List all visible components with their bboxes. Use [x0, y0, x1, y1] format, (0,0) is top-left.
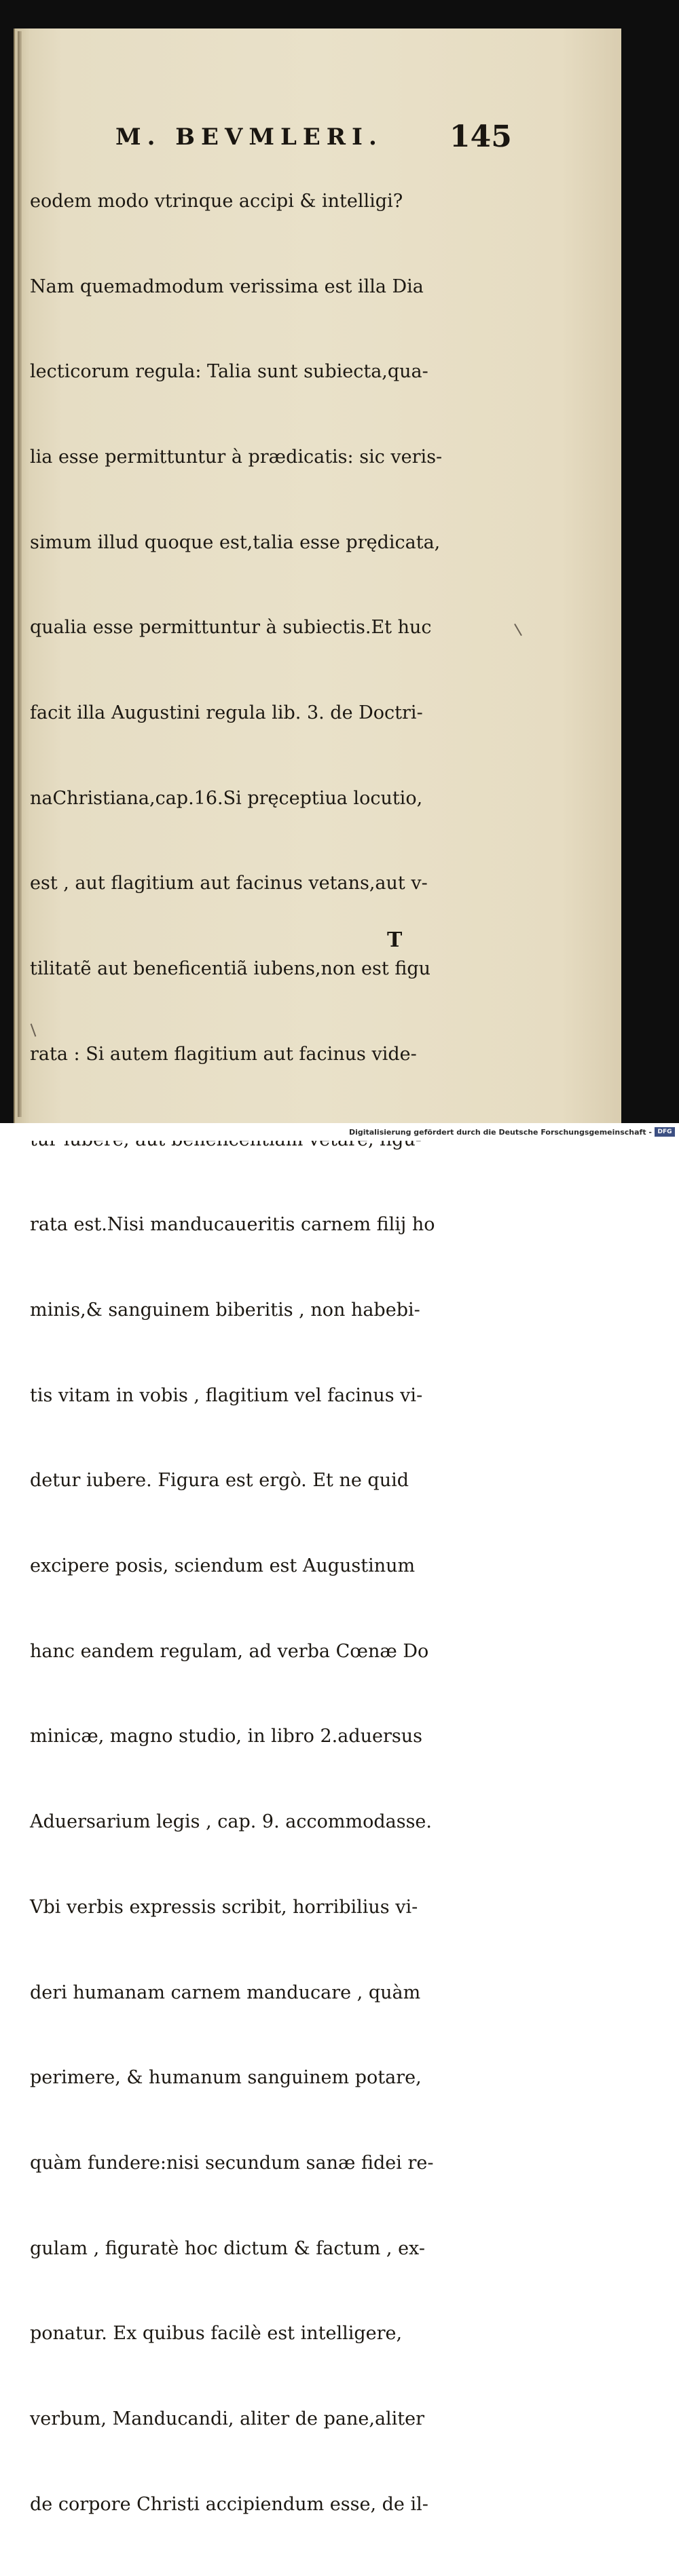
funding-credit: Digitalisierung gefördert durch die Deutsche Forschungsgemeinschaft -	[348, 1128, 652, 1137]
text-line: lecticorum regula: Talia sunt subiecta,qua-	[30, 361, 428, 383]
text-line: est , aut flagitium aut facinus vetans,aut v-	[30, 873, 428, 894]
text-line: qualia esse permittuntur à subiectis.Et huc	[30, 617, 432, 639]
signature-mark: T	[387, 928, 403, 952]
text-line: facit illa Augustini regula lib. 3. de Doctri-	[30, 702, 423, 724]
dfg-logo-icon: DFG	[655, 1127, 675, 1137]
text-line: ponatur. Ex quibus facilè est intelligere,	[30, 2323, 403, 2345]
text-line: perimere, & humanum sanguinem potare,	[30, 2067, 422, 2089]
text-line: tilitatẽ aut beneficentiã iubens,non est figu	[30, 958, 431, 980]
page-gutter-shadow	[18, 31, 22, 1117]
text-line: tis vitam in vobis , flagitium vel facinus vi-	[30, 1384, 423, 1406]
text-line: quàm fundere:nisi secundum sanæ fidei re-	[30, 2152, 434, 2174]
text-line: Nam quemadmodum verissima est illa Dia	[30, 276, 424, 297]
running-head: M. BEVMLERI.	[115, 124, 383, 151]
text-line: naChristiana,cap.16.Si pręceptiua locutio,	[30, 787, 423, 809]
text-line: gulam , figuratè hoc dictum & factum , ex-	[30, 2237, 425, 2259]
text-line: minicæ, magno studio, in libro 2.aduersus	[30, 1726, 422, 1747]
text-line: Vbi verbis expressis scribit, horribilius vi-	[30, 1896, 418, 1918]
margin-tick	[514, 624, 522, 636]
text-line: eodem modo vtrinque accipi & intelligi?	[30, 190, 403, 212]
text-line: de corpore Christi accipiendum esse, de il-	[30, 2493, 428, 2515]
text-line: simum illud quoque est,talia esse prędicata,	[30, 531, 441, 553]
text-line: minis,& sanguinem biberitis , non habebi-	[30, 1299, 420, 1321]
text-line: verbum, Manducandi, aliter de pane,aliter	[30, 2408, 425, 2430]
text-line: rata est.Nisi manducaueritis carnem filij ho	[30, 1214, 435, 1236]
text-line: lia esse permittuntur à prædicatis: sic veris-	[30, 446, 443, 468]
text-line: rata : Si autem flagitium aut facinus vide-	[30, 1043, 417, 1065]
text-line: excipere posis, sciendum est Augustinum	[30, 1555, 416, 1577]
text-line: deri humanam carnem manducare , quàm	[30, 1982, 421, 2003]
digitization-footer	[0, 1124, 679, 1141]
text-line: Aduersarium legis , cap. 9. accommodasse.	[30, 1811, 432, 1833]
text-line: detur iubere. Figura est ergò. Et ne quid	[30, 1470, 409, 1492]
page-number: 145	[449, 119, 512, 154]
body-text	[30, 130, 492, 2576]
text-line: hanc eandem regulam, ad verba Cœnæ Do	[30, 1640, 429, 1662]
